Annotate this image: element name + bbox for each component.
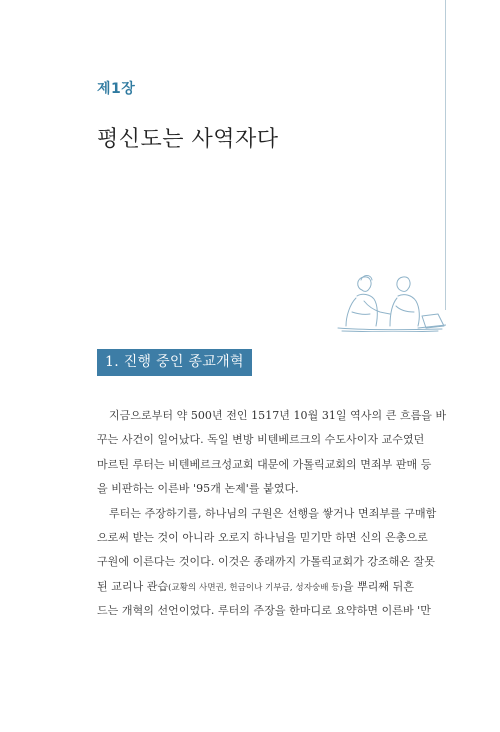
- chapter-title: 평신도는 사역자다: [97, 127, 279, 152]
- body-line-6: 으로써 받는 것이 아니라 오로지 하나님을 믿기만 하면 신의 은총으로: [97, 530, 428, 544]
- body-line-7: 구원에 이른다는 것이다. 이것은 종래까지 가톨릭교회가 강조해온 잘못: [97, 555, 435, 569]
- body-line-3: 마르틴 루터는 비텐베르크성교회 대문에 가톨릭교회의 면죄부 판매 등: [97, 457, 432, 471]
- section-heading: 1. 진행 중인 종교개혁: [97, 349, 252, 376]
- body-line-8-note: (교황의 사면권, 헌금이나 기부금, 성자숭배 등): [168, 582, 343, 593]
- body-line-4: 을 비판하는 이른바 '95개 논제'를 붙였다.: [97, 482, 299, 496]
- page-edge-line: [445, 0, 446, 310]
- people-with-laptop-illustration: [334, 268, 446, 332]
- body-line-8-pre: 된 교리나 관습: [97, 579, 169, 593]
- body-line-8: [97, 575, 437, 599]
- body-text: [97, 404, 447, 624]
- body-line-1: 지금으로부터 약 500년 전인 1517년 10월 31일 역사의 큰 흐름을 바: [109, 409, 447, 422]
- chapter-label: 제1장: [97, 81, 136, 97]
- body-line-8-post: 을 뿌리째 뒤흔: [342, 579, 415, 593]
- body-line-9: 드는 개혁의 선언이었다. 루터의 주장을 한마디로 요약하면 이른바 '만: [97, 604, 431, 618]
- body-line-5: 루터는 주장하기를, 하나님의 구원은 선행을 쌓거나 면죄부를 구매함: [109, 506, 437, 520]
- body-line-2: 꾸는 사건이 일어났다. 독일 변방 비텐베르크의 수도사이자 교수였던: [97, 433, 425, 447]
